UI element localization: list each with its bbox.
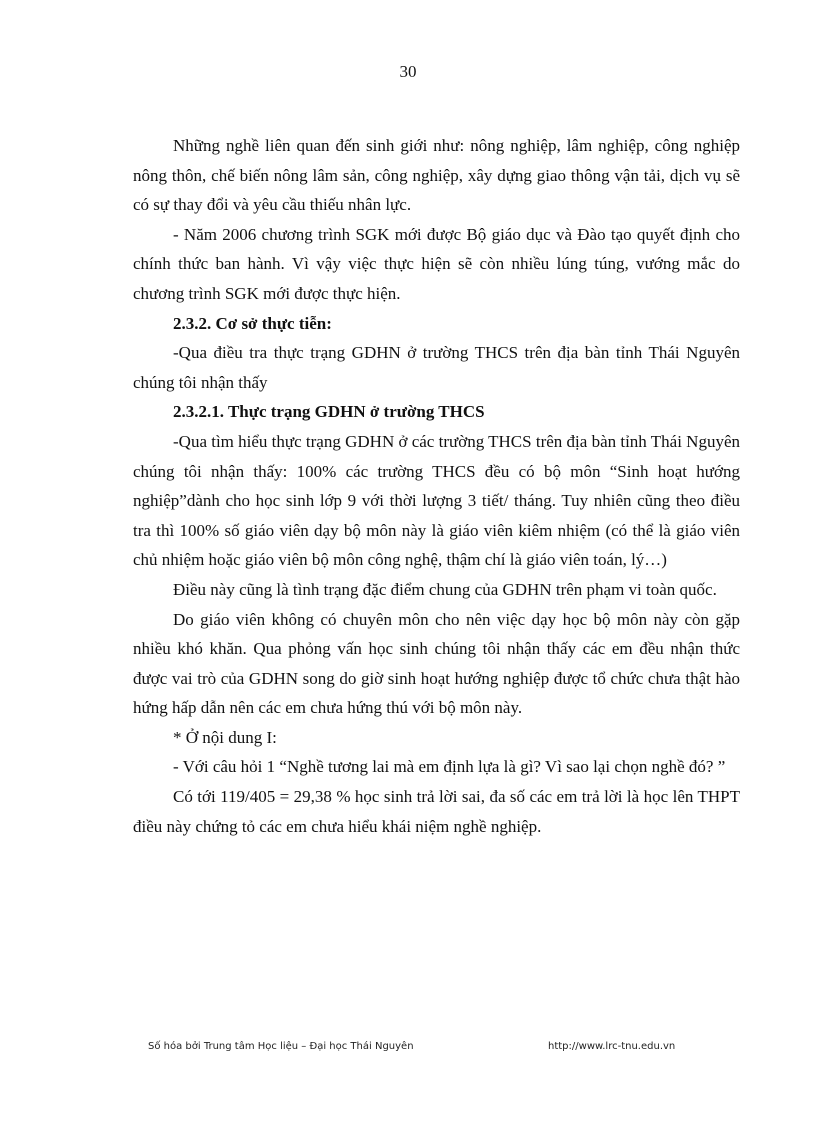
footer-source: Số hóa bởi Trung tâm Học liệu – Đại học Thái Nguyên	[148, 1041, 414, 1052]
paragraph-1: Những nghề liên quan đến sinh giới như: nông nghiệp, lâm nghiệp, công nghiệp nông thôn, chế biến nông lâm sản, công nghiệp, xây dựng giao thông vận tải, dịch vụ sẽ có sự thay đổi và yêu cầu thiếu nhân lực.	[133, 136, 740, 215]
paragraph-4: -Qua tìm hiểu thực trạng GDHN ở các trường THCS trên địa bàn tỉnh Thái Nguyên chúng tôi nhận thấy: 100% các trường THCS đều có bộ môn “Sinh hoạt hướng nghiệp”dành cho học sinh lớp 9 với thời lượng 3 tiết/ tháng. Tuy nhiên cũng theo điều tra thì 100% số giáo viên dạy bộ môn này là giáo viên kiêm nhiệm (có thể là giáo viên chủ nhiệm hoặc giáo viên bộ môn công nghệ, thậm chí là giáo viên toán, lý…)	[133, 431, 740, 570]
paragraph-7: * Ở nội dung I:	[173, 727, 277, 747]
paragraph-9: Có tới 119/405 = 29,38 % học sinh trả lời sai, đa số các em trả lời là học lên THPT điều này chứng tỏ các em chưa hiểu khái niệm nghề nghiệp.	[133, 787, 740, 836]
paragraph-5: Điều này cũng là tình trạng đặc điểm chung của GDHN trên phạm vi toàn quốc.	[173, 579, 717, 599]
paragraph-2: - Năm 2006 chương trình SGK mới được Bộ giáo dục và Đào tạo quyết định cho chính thức ban hành. Vì vậy việc thực hiện sẽ còn nhiều lúng túng, vướng mắc do chương trình SGK mới được thực hiện.	[133, 224, 740, 303]
footer-url-link[interactable]: http://www.lrc-tnu.edu.vn	[548, 1041, 676, 1052]
page-number: 30	[399, 62, 417, 81]
section-heading-2-3-2-1: 2.3.2.1. Thực trạng GDHN ở trường THCS	[173, 402, 485, 422]
paragraph-3: -Qua điều tra thực trạng GDHN ở trường THCS trên địa bàn tỉnh Thái Nguyên chúng tôi nhận thấy	[133, 343, 740, 392]
page-footer	[148, 1041, 708, 1059]
section-heading-2-3-2: 2.3.2. Cơ sở thực tiễn:	[173, 313, 332, 333]
paragraph-6: Do giáo viên không có chuyên môn cho nên việc dạy học bộ môn này còn gặp nhiều khó khăn. Qua phỏng vấn học sinh chúng tôi nhận thấy các em đều nhận thức được vai trò của GDHN song do giờ sinh hoạt hướng nghiệp được tổ chức chưa thật hào hứng hấp dẫn nên các em chưa hứng thú với bộ môn này.	[133, 609, 740, 718]
document-body	[133, 131, 740, 841]
paragraph-8: - Với câu hỏi 1 “Nghề tương lai mà em định lựa là gì? Vì sao lại chọn nghề đó? ”	[173, 757, 726, 777]
